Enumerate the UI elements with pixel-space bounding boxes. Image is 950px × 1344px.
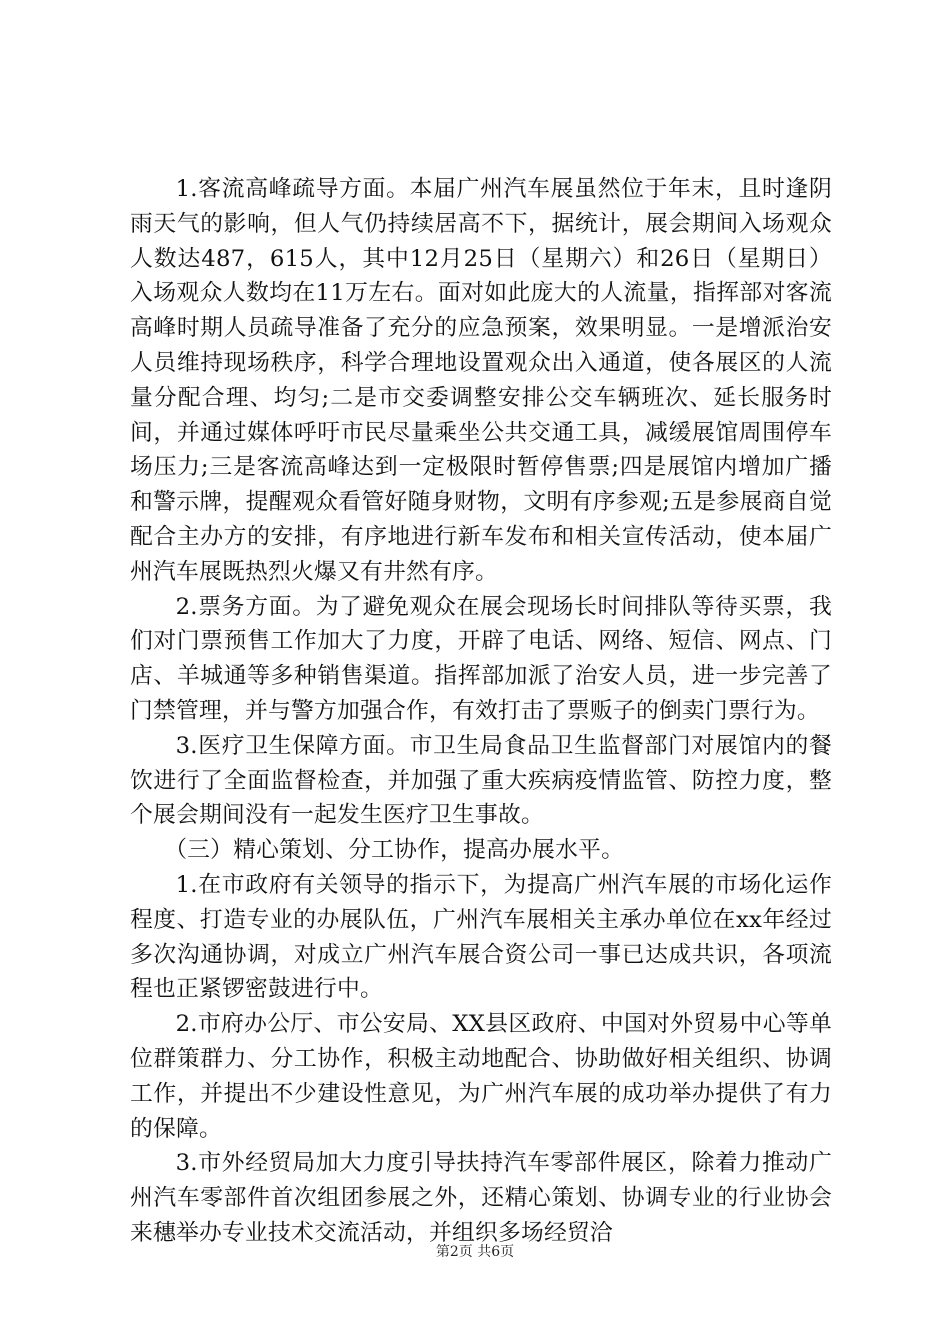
paragraph-passenger-flow: 1.客流高峰疏导方面。本届广州汽车展虽然位于年末，且时逢阴雨天气的影响，但人气仍持续居高不下，据统计，展会期间入场观众人数达487，615人，其中12月25日（星期六）和26日（星期日）入场观众人数均在11万左右。面对如此庞大的人流量，指挥部对客流高峰时期人员疏导准备了充分的应急预案，效果明显。一是增派治安人员维持现场秩序，科学合理地设置观众出入通道，使各展区的人流量分配合理、均匀;二是市交委调整安排公交车辆班次、延长服务时间，并通过媒体呼吁市民尽量乘坐公共交通工具，减缓展馆周围停车场压力;三是客流高峰达到一定极限时暂停售票;四是展馆内增加广播和警示牌，提醒观众看管好随身财物，文明有序参观;五是参展商自觉配合主办方的安排，有序地进行新车发布和相关宣传活动，使本届广州汽车展既热烈火爆又有井然有序。 <box>130 176 832 585</box>
paragraph-auto-parts: 3.市外经贸局加大力度引导扶持汽车零部件展区，除着力推动广州汽车零部件首次组团参展之外，还精心策划、协调专业的行业协会来穗举办专业技术交流活动，并组织多场经贸洽 <box>130 1150 832 1246</box>
paragraph-cooperation: 2.市府办公厅、市公安局、XX县区政府、中国对外贸易中心等单位群策群力、分工协作，积极主动地配合、协助做好相关组织、协调工作，并提出不少建设性意见，为广州汽车展的成功举办提供了有力的保障。 <box>130 1011 832 1142</box>
section-heading: （三）精心策划、分工协作，提高办展水平。 <box>164 837 625 864</box>
paragraph-ticketing: 2.票务方面。为了避免观众在展会现场长时间排队等待买票，我们对门票预售工作加大了力度，开辟了电话、网络、短信、网点、门店、羊城通等多种销售渠道。指挥部加派了治安人员，进一步完善了门禁管理，并与警方加强合作，有效打击了票贩子的倒卖门票行为。 <box>130 593 832 724</box>
page-number-footer: 第2页 共6页 <box>435 1244 515 1260</box>
document-body <box>130 172 832 1251</box>
paragraph-medical: 3.医疗卫生保障方面。市卫生局食品卫生监督部门对展馆内的餐饮进行了全面监督检查，并加强了重大疾病疫情监管、防控力度，整个展会期间没有一起发生医疗卫生事故。 <box>130 732 832 829</box>
paragraph-market-operation: 1.在市政府有关领导的指示下，为提高广州汽车展的市场化运作程度、打造专业的办展队伍，广州汽车展相关主承办单位在xx年经过多次沟通协调，对成立广州汽车展合资公司一事已达成共识，各项流程也正紧锣密鼓进行中。 <box>130 871 832 1003</box>
